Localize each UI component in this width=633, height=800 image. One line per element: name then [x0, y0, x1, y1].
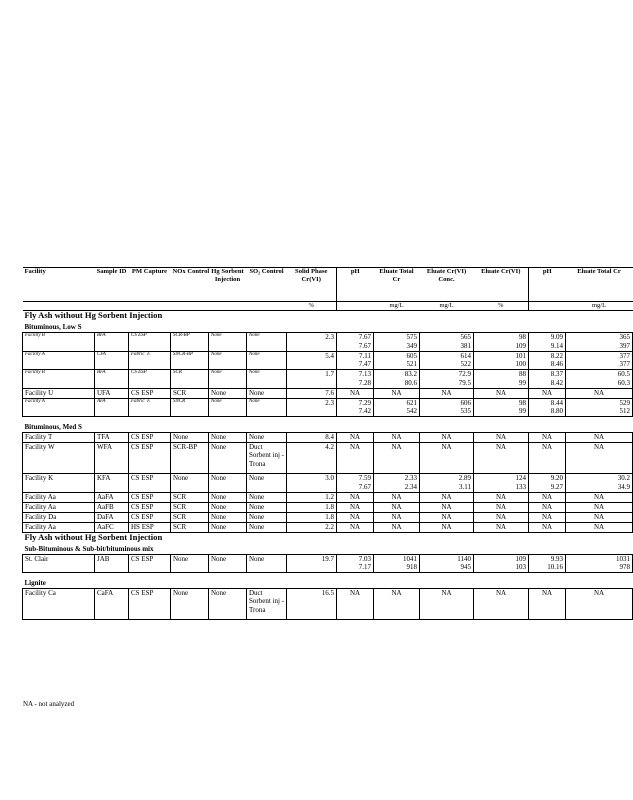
cell-pm-capture: CS ESP: [129, 589, 171, 620]
section-subtitle: Bituminous, Med S: [23, 423, 633, 433]
cell-ph: NA: [337, 388, 374, 398]
cell-facility: St. Clair: [23, 554, 95, 573]
cell-facility: Facility K: [23, 474, 95, 493]
cell-hg-sorbent: None: [209, 433, 247, 443]
cell-eluate-total-cr-2: NA: [566, 512, 633, 522]
cell-nox-control: None: [171, 433, 209, 443]
cell-nox-control: SNCR: [171, 398, 209, 417]
cell-eluate-total-cr: NA: [374, 512, 420, 522]
cell-solid-phase: 4.2: [287, 443, 337, 474]
cell-eluate-total-cr-2: 1031 978: [566, 554, 633, 573]
table-row: [23, 433, 633, 443]
cell-eluate-crvi-pct: 124 133: [474, 474, 529, 493]
cell-nox-control: SCR: [171, 492, 209, 502]
footnote: NA - not analyzed: [23, 700, 75, 708]
cell-solid-phase: 5.4: [287, 351, 337, 370]
cell-hg-sorbent: None: [209, 589, 247, 620]
cell-eluate-total-cr-2: 60.5 60.3: [566, 370, 633, 389]
cell-eluate-crvi-pct: NA: [474, 522, 529, 532]
cell-eluate-crvi-conc: NA: [420, 589, 474, 620]
cell-sample-id: TFA: [95, 433, 129, 443]
cell-eluate-total-cr-2: NA: [566, 492, 633, 502]
cell-eluate-crvi-pct: NA: [474, 492, 529, 502]
cell-pm-capture: HS ESP: [129, 522, 171, 532]
cell-ph-2: NA: [529, 522, 566, 532]
cell-pm-capture: Fabric F.: [129, 398, 171, 417]
cell-pm-capture: CS ESP: [129, 492, 171, 502]
cell-eluate-crvi-conc: NA: [420, 522, 474, 532]
col-eluate-crvi-pct: Eluate Cr(VI): [474, 268, 529, 302]
cell-hg-sorbent: None: [209, 333, 247, 352]
cell-hg-sorbent: None: [209, 522, 247, 532]
cell-so2-control: None: [247, 370, 287, 389]
cell-eluate-crvi-pct: NA: [474, 433, 529, 443]
cell-eluate-crvi-pct: NA: [474, 589, 529, 620]
cell-nox-control: None: [171, 589, 209, 620]
cell-solid-phase: 1.8: [287, 512, 337, 522]
cell-so2-control: Duct Sorbent inj - Trona: [247, 589, 287, 620]
data-table: [22, 267, 633, 620]
cell-nox-control: SCR: [171, 512, 209, 522]
cell-sample-id: KFA: [95, 474, 129, 493]
col-ph-2: pH: [529, 268, 566, 302]
cell-ph: 7.03 7.17: [337, 554, 374, 573]
unit-eluate-crvi-pct: %: [474, 302, 529, 311]
col-ph: pH: [337, 268, 374, 302]
cell-facility: Facility Da: [23, 512, 95, 522]
cell-so2-control: None: [247, 398, 287, 417]
cell-ph-2: 9.09 9.14: [529, 333, 566, 352]
unit-eluate-total-cr: mg/L: [374, 302, 420, 311]
cell-facility: Facility A: [23, 351, 95, 370]
cell-solid-phase: 7.6: [287, 388, 337, 398]
cell-eluate-total-cr-2: NA: [566, 522, 633, 532]
cell-so2-control: None: [247, 554, 287, 573]
cell-ph: 7.59 7.67: [337, 474, 374, 493]
cell-nox-control: SNCR-BP: [171, 351, 209, 370]
cell-solid-phase: 1.2: [287, 492, 337, 502]
section-subtitle: Bituminous, Low S: [23, 323, 633, 333]
cell-so2-control: None: [247, 433, 287, 443]
cell-pm-capture: CS ESP: [129, 370, 171, 389]
cell-ph: NA: [337, 492, 374, 502]
section-subtitle-row: [23, 545, 633, 555]
cell-facility: Facility W: [23, 443, 95, 474]
cell-eluate-crvi-conc: NA: [420, 512, 474, 522]
cell-ph: NA: [337, 522, 374, 532]
col-so2-control: SO₂ Control: [247, 268, 287, 302]
cell-sample-id: AFA: [95, 398, 129, 417]
cell-nox-control: None: [171, 554, 209, 573]
cell-ph-2: NA: [529, 512, 566, 522]
section-title: Fly Ash without Hg Sorbent Injection: [24, 310, 163, 320]
table-row: [23, 492, 633, 502]
section-title: Fly Ash without Hg Sorbent Injection: [24, 531, 163, 542]
section-subtitle-row: [23, 423, 633, 433]
cell-sample-id: AaFB: [95, 502, 129, 512]
cell-eluate-crvi-pct: 98 109: [474, 333, 529, 352]
cell-eluate-total-cr: NA: [374, 443, 420, 474]
cell-sample-id: UFA: [95, 388, 129, 398]
cell-ph-2: NA: [529, 443, 566, 474]
cell-so2-control: None: [247, 502, 287, 512]
cell-eluate-total-cr-2: NA: [566, 388, 633, 398]
unit-solid: %: [287, 302, 337, 311]
cell-facility: Facility B: [23, 333, 95, 352]
cell-so2-control: None: [247, 492, 287, 502]
section-subtitle-row: [23, 579, 633, 589]
cell-ph: NA: [337, 443, 374, 474]
cell-hg-sorbent: None: [209, 512, 247, 522]
col-eluate-total-cr-2: Eluate Total Cr: [566, 268, 633, 302]
cell-hg-sorbent: None: [209, 474, 247, 493]
cell-solid-phase: 3.0: [287, 474, 337, 493]
cell-eluate-total-cr-2: 377 377: [566, 351, 633, 370]
cell-facility: Facility Ca: [23, 589, 95, 620]
cell-ph: 7.67 7.67: [337, 333, 374, 352]
cell-so2-control: None: [247, 522, 287, 532]
cell-eluate-crvi-conc: NA: [420, 388, 474, 398]
table-row: [23, 370, 633, 389]
cell-eluate-total-cr: NA: [374, 492, 420, 502]
cell-ph-2: 9.93 10.16: [529, 554, 566, 573]
cell-solid-phase: 1.8: [287, 502, 337, 512]
cell-eluate-crvi-pct: 88 99: [474, 370, 529, 389]
cell-facility: Facility Aa: [23, 522, 95, 532]
section-subtitle: Sub-Bituminous & Sub-bit/bituminous mix: [23, 545, 633, 555]
col-hg-sorbent: Hg Sorbent Injection: [209, 268, 247, 302]
cell-eluate-total-cr-2: NA: [566, 589, 633, 620]
cell-so2-control: Duct Sorbent inj - Trona: [247, 443, 287, 474]
cell-ph: NA: [337, 433, 374, 443]
cell-so2-control: None: [247, 351, 287, 370]
table-row: [23, 522, 633, 532]
cell-eluate-crvi-pct: 109 103: [474, 554, 529, 573]
cell-eluate-total-cr: NA: [374, 522, 420, 532]
cell-ph: 7.13 7.28: [337, 370, 374, 389]
cell-pm-capture: CS ESP: [129, 433, 171, 443]
cell-ph: NA: [337, 502, 374, 512]
cell-eluate-crvi-pct: NA: [474, 502, 529, 512]
cell-facility: Facility B: [23, 370, 95, 389]
cell-eluate-crvi-conc: NA: [420, 433, 474, 443]
cell-ph-2: 8.37 8.42: [529, 370, 566, 389]
cell-nox-control: None: [171, 474, 209, 493]
cell-solid-phase: 2.3: [287, 398, 337, 417]
table-row: [23, 388, 633, 398]
cell-eluate-total-cr: 575 349: [374, 333, 420, 352]
cell-so2-control: None: [247, 388, 287, 398]
cell-eluate-total-cr: 2.33 2.34: [374, 474, 420, 493]
cell-eluate-crvi-pct: 98 99: [474, 398, 529, 417]
cell-nox-control: SCR: [171, 388, 209, 398]
cell-hg-sorbent: None: [209, 554, 247, 573]
cell-sample-id: CFA: [95, 351, 129, 370]
cell-ph: 7.29 7.42: [337, 398, 374, 417]
table-header-row: [23, 268, 633, 302]
cell-so2-control: None: [247, 333, 287, 352]
cell-sample-id: WFA: [95, 443, 129, 474]
cell-eluate-total-cr: 1041 918: [374, 554, 420, 573]
col-facility: Facility: [23, 268, 95, 302]
cell-pm-capture: CS ESP: [129, 443, 171, 474]
cell-sample-id: BFA: [95, 333, 129, 352]
cell-eluate-crvi-pct: NA: [474, 388, 529, 398]
table-row: [23, 512, 633, 522]
cell-facility: Facility T: [23, 433, 95, 443]
table-row: [23, 502, 633, 512]
cell-eluate-crvi-conc: NA: [420, 502, 474, 512]
table-row: [23, 398, 633, 417]
cell-ph-2: 8.22 8.46: [529, 351, 566, 370]
cell-sample-id: AaFA: [95, 492, 129, 502]
cell-ph-2: NA: [529, 492, 566, 502]
cell-nox-control: SCR: [171, 522, 209, 532]
cell-pm-capture: CS ESP: [129, 474, 171, 493]
cell-eluate-total-cr-2: NA: [566, 433, 633, 443]
unit-eluate-total-cr-2: mg/L: [566, 302, 633, 311]
cell-pm-capture: Fabric F.: [129, 351, 171, 370]
cell-facility: Facility Aa: [23, 492, 95, 502]
cell-nox-control: SCR-BP: [171, 443, 209, 474]
col-solid-phase: Solid Phase Cr(VI): [287, 268, 337, 302]
cell-sample-id: JAB: [95, 554, 129, 573]
cell-ph-2: NA: [529, 433, 566, 443]
col-nox-control: NOx Control: [171, 268, 209, 302]
cell-eluate-total-cr-2: 30.2 34.9: [566, 474, 633, 493]
cell-eluate-crvi-pct: NA: [474, 512, 529, 522]
cell-eluate-total-cr-2: NA: [566, 502, 633, 512]
table-row: [23, 589, 633, 620]
cell-eluate-crvi-conc: 1140 945: [420, 554, 474, 573]
cell-eluate-total-cr-2: 529 512: [566, 398, 633, 417]
cell-ph: 7.11 7.47: [337, 351, 374, 370]
section-title-row: [23, 532, 633, 545]
cell-solid-phase: 1.7: [287, 370, 337, 389]
col-pm-capture: PM Capture: [129, 268, 171, 302]
section-subtitle: Lignite: [23, 579, 633, 589]
cell-solid-phase: 2.2: [287, 522, 337, 532]
cell-ph-2: NA: [529, 388, 566, 398]
cell-ph-2: NA: [529, 502, 566, 512]
cell-hg-sorbent: None: [209, 443, 247, 474]
cell-eluate-crvi-conc: 565 381: [420, 333, 474, 352]
cell-eluate-total-cr: NA: [374, 589, 420, 620]
table-row: [23, 443, 633, 474]
cell-hg-sorbent: None: [209, 351, 247, 370]
cell-ph: NA: [337, 589, 374, 620]
cell-hg-sorbent: None: [209, 370, 247, 389]
unit-eluate-crvi-conc: mg/L: [420, 302, 474, 311]
cell-ph-2: NA: [529, 589, 566, 620]
cell-hg-sorbent: None: [209, 388, 247, 398]
cell-eluate-total-cr: 621 542: [374, 398, 420, 417]
cell-ph-2: 8.44 8.80: [529, 398, 566, 417]
table-row: [23, 554, 633, 573]
cell-facility: Facility Aa: [23, 502, 95, 512]
cell-eluate-crvi-pct: 101 100: [474, 351, 529, 370]
cell-eluate-total-cr: NA: [374, 502, 420, 512]
cell-nox-control: SCR-BP: [171, 333, 209, 352]
section-subtitle-row: [23, 323, 633, 333]
cell-nox-control: SCR: [171, 502, 209, 512]
col-eluate-total-cr: Eluate Total Cr: [374, 268, 420, 302]
cell-solid-phase: 8.4: [287, 433, 337, 443]
cell-eluate-total-cr: NA: [374, 433, 420, 443]
cell-eluate-total-cr: 605 521: [374, 351, 420, 370]
table-row: [23, 351, 633, 370]
cell-hg-sorbent: None: [209, 492, 247, 502]
cell-sample-id: CaFA: [95, 589, 129, 620]
cell-sample-id: BFA: [95, 370, 129, 389]
cell-so2-control: None: [247, 474, 287, 493]
cell-eluate-crvi-pct: NA: [474, 443, 529, 474]
cell-pm-capture: CS ESP: [129, 502, 171, 512]
cell-eluate-crvi-conc: 2.89 3.11: [420, 474, 474, 493]
cell-pm-capture: CS ESP: [129, 388, 171, 398]
section-title-row: [23, 311, 633, 324]
cell-hg-sorbent: None: [209, 398, 247, 417]
cell-eluate-crvi-conc: 72.9 79.5: [420, 370, 474, 389]
cell-eluate-total-cr: 83.2 80.6: [374, 370, 420, 389]
cell-facility: Facility A: [23, 398, 95, 417]
cell-solid-phase: 19.7: [287, 554, 337, 573]
cell-pm-capture: CS ESP: [129, 333, 171, 352]
cell-eluate-total-cr: NA: [374, 388, 420, 398]
table-row: [23, 474, 633, 493]
cell-hg-sorbent: None: [209, 502, 247, 512]
col-eluate-crvi-conc: Eluate Cr(VI) Conc.: [420, 268, 474, 302]
cell-so2-control: None: [247, 512, 287, 522]
cell-eluate-total-cr-2: 365 397: [566, 333, 633, 352]
cell-solid-phase: 2.3: [287, 333, 337, 352]
cell-ph: NA: [337, 512, 374, 522]
cell-pm-capture: CS ESP: [129, 512, 171, 522]
table-row: [23, 333, 633, 352]
cell-eluate-crvi-conc: NA: [420, 492, 474, 502]
cell-eluate-crvi-conc: 606 535: [420, 398, 474, 417]
cell-nox-control: SCR: [171, 370, 209, 389]
cell-eluate-crvi-conc: 614 522: [420, 351, 474, 370]
cell-eluate-crvi-conc: NA: [420, 443, 474, 474]
cell-ph-2: 9.20 9.27: [529, 474, 566, 493]
col-sample-id: Sample ID: [95, 268, 129, 302]
cell-pm-capture: CS ESP: [129, 554, 171, 573]
cell-solid-phase: 16.5: [287, 589, 337, 620]
cell-eluate-total-cr-2: NA: [566, 443, 633, 474]
cell-facility: Facility U: [23, 388, 95, 398]
cell-sample-id: DaFA: [95, 512, 129, 522]
cell-sample-id: AaFC: [95, 522, 129, 532]
